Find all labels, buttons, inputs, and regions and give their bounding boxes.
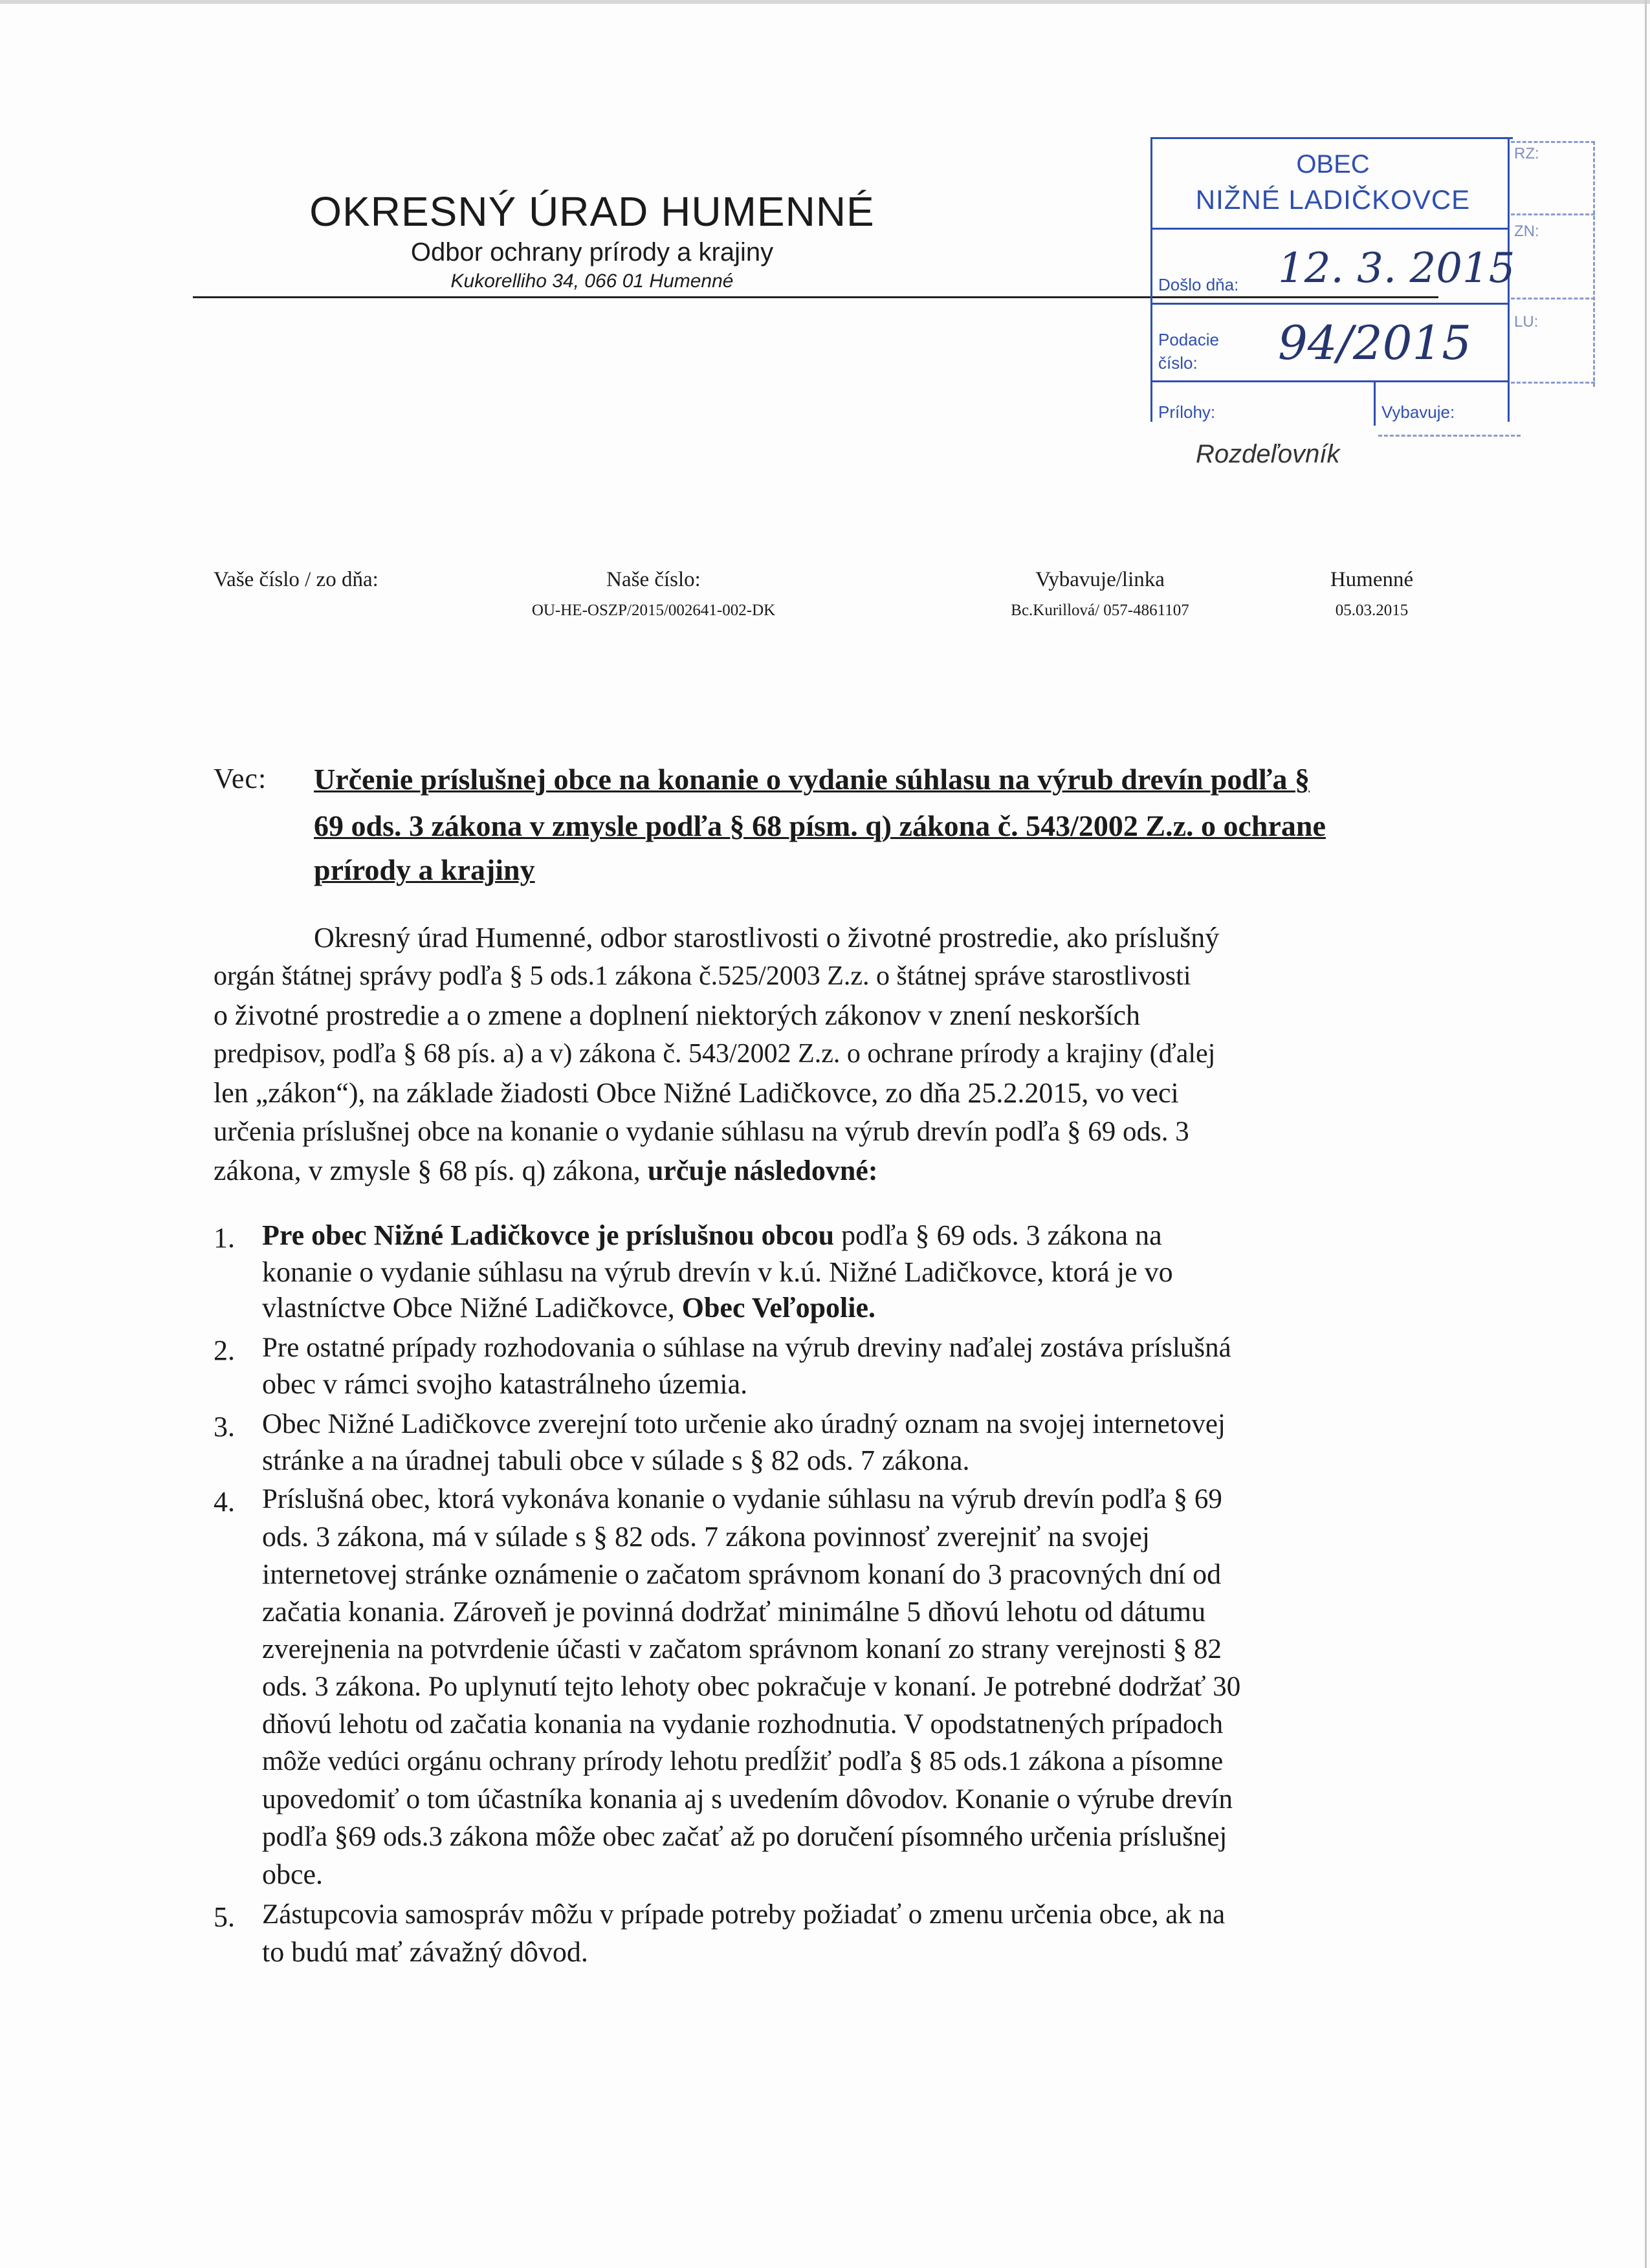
intro-line-3: o životné prostredie a o zmene a doplnení niektorých zákonov v znení neskorších [214,999,1140,1031]
stamp-rz-label: RZ: [1514,145,1539,162]
stamp-lu-label: LU: [1514,313,1539,331]
item-2-line-1: Pre ostatné prípady rozhodovania o súhlase na výrub dreviny naďalej zostáva príslušná [262,1333,1231,1363]
stamp-zn-label: ZN: [1514,223,1539,240]
stamp-attachments-label: Prílohy: [1158,402,1216,422]
item-5-line-1: Zástupcovia samospráv môžu v prípade potreby požiadať o zmenu určenia obce, ak na [262,1899,1226,1930]
item-4-line-7: dňovú lehotu od začatia konania na vydanie rozhodnutia. V opodstatnených prípadoch [262,1709,1224,1739]
item-4-line-11: obce. [262,1859,324,1890]
intro-line-4: predpisov, podľa § 68 pís. a) a v) zákona č. 543/2002 Z.z. o ochrane prírody a krajiny (ďalej [214,1039,1216,1069]
stamp-received-label: Došlo dňa: [1158,275,1239,294]
item-4-line-4: začatia konania. Zároveň je povinná dodržať minimálne 5 dňovú lehotu od dátumu [262,1596,1206,1628]
letter-date: 05.03.2015 [1335,602,1409,619]
item-1-line-3-text: vlastníctve Obce Nižné Ladičkovce, [262,1292,682,1324]
item-3-number: 3. [214,1411,235,1443]
item-1-line-3 [262,1294,875,1322]
our-number-value: OU-HE-OSZP/2015/002641-002-DK [531,602,776,619]
item-4-line-5: zverejnenia na potvrdenie účasti v začatom správnom konaní zo strany verejnosti § 82 [262,1634,1222,1664]
item-4-line-2: ods. 3 zákona, má v súlade s § 82 ods. 7 zákona povinnosť zverejniť na svojej [262,1521,1150,1553]
intro-line-7-text: zákona, v zmysle § 68 pís. q) zákona, [214,1155,648,1186]
item-4-line-9: upovedomiť o tom účastníka konania aj s uvedením dôvodov. Konanie o výrube drevín [262,1784,1233,1815]
intro-line-6: určenia príslušnej obce na konanie o vydanie súhlasu na výrub drevín podľa § 69 ods. 3 [214,1117,1189,1147]
handler-value: Bc.Kurillová/ 057-4861107 [1011,602,1189,619]
intro-line-5: len „zákon“), na základe žiadosti Obce Nižné Ladičkovce, zo dňa 25.2.2015, vo veci [214,1077,1179,1109]
intro-line-2: orgán štátnej správy podľa § 5 ods.1 zákona č.525/2003 Z.z. o štátnej správe starostlivosti [214,961,1191,991]
intro-line-1: Okresný úrad Humenné, odbor starostlivosti o životné prostredie, ako príslušný [314,922,1220,954]
item-4-number: 4. [214,1486,235,1518]
office-name: OKRESNÝ ÚRAD HUMENNÉ [309,188,875,235]
your-number-label: Vaše číslo / zo dňa: [214,568,379,591]
subject-line-2: 69 ods. 3 zákona v zmysle podľa § 68 písm. q) zákona č. 543/2002 Z.z. o ochrane [314,809,1326,842]
item-2-number: 2. [214,1335,235,1366]
intro-decision-phrase: určuje následovné: [647,1155,878,1186]
item-5-line-2: to budú mať závažný dôvod. [262,1936,588,1968]
item-1-bold-text: Pre obec Nižné Ladičkovce je príslušnou obcou [262,1219,835,1251]
item-4-line-10: podľa §69 ods.3 zákona môže obec začať až po doručení písomného určenia príslušnej [262,1822,1227,1852]
item-5-number: 5. [214,1901,235,1933]
stamp-line-obec: OBEC [1296,150,1370,179]
place-label: Humenné [1330,568,1414,591]
office-address: Kukorelliho 34, 066 01 Humenné [450,270,734,292]
item-4-line-3: internetovej stránke oznámenie o začatom správnom konaní do 3 pracovných dní od [262,1558,1222,1590]
stamp-filing-label-2: číslo: [1158,353,1198,373]
office-department: Odbor ochrany prírody a krajiny [410,238,774,267]
subject-line-1: Určenie príslušnej obce na konanie o vydanie súhlasu na výrub drevín podľa § [314,763,1310,796]
stamp-filing-number: 94/2015 [1278,316,1472,370]
item-1-number: 1. [214,1222,235,1254]
item-1-line-2: konanie o vydanie súhlasu na výrub drevín v k.ú. Nižné Ladičkovce, ktorá je vo [262,1256,1173,1288]
item-4-line-6: ods. 3 zákona. Po uplynutí tejto lehoty obec pokračuje v konaní. Je potrebné dodržať 30 [262,1672,1241,1702]
item-3-line-1: Obec Nižné Ladičkovce zverejní toto určenie ako úradný oznam na svojej internetovej [262,1409,1226,1439]
stamp-filing-label-1: Podacie [1158,330,1219,349]
our-number-label: Naše číslo: [606,568,701,591]
item-1-line-1 [262,1221,1162,1250]
stamp-received-date: 12. 3. 2015 [1278,245,1515,292]
item-3-line-2: stránke a na úradnej tabuli obce v súlade s § 82 ods. 7 zákona. [262,1445,970,1476]
item-4-line-8: môže vedúci orgánu ochrany prírody lehotu predĺžiť podľa § 85 ods.1 zákona a písomne [262,1747,1224,1776]
subject-line-3: prírody a krajiny [314,853,535,886]
registry-stamp [0,0,1650,466]
item-1-line-1-rest: podľa § 69 ods. 3 zákona na [834,1219,1162,1251]
stamp-handler-label: Vybavuje: [1381,402,1455,422]
item-4-line-1: Príslušná obec, ktorá vykonáva konanie o vydanie súhlasu na výrub drevín podľa § 69 [262,1484,1222,1514]
distribution-list-label: Rozdeľovník [1196,440,1340,468]
subject-label: Vec: [214,763,267,794]
stamp-municipality-name: NIŽNÉ LADIČKOVCE [1195,184,1471,215]
handler-label: Vybavuje/linka [1035,568,1165,591]
item-1-municipality: Obec Veľopolie. [681,1292,876,1324]
intro-line-7 [214,1157,877,1185]
scan-right-edge [1645,0,1647,2268]
item-2-line-2: obec v rámci svojho katastrálneho územia. [262,1368,748,1400]
